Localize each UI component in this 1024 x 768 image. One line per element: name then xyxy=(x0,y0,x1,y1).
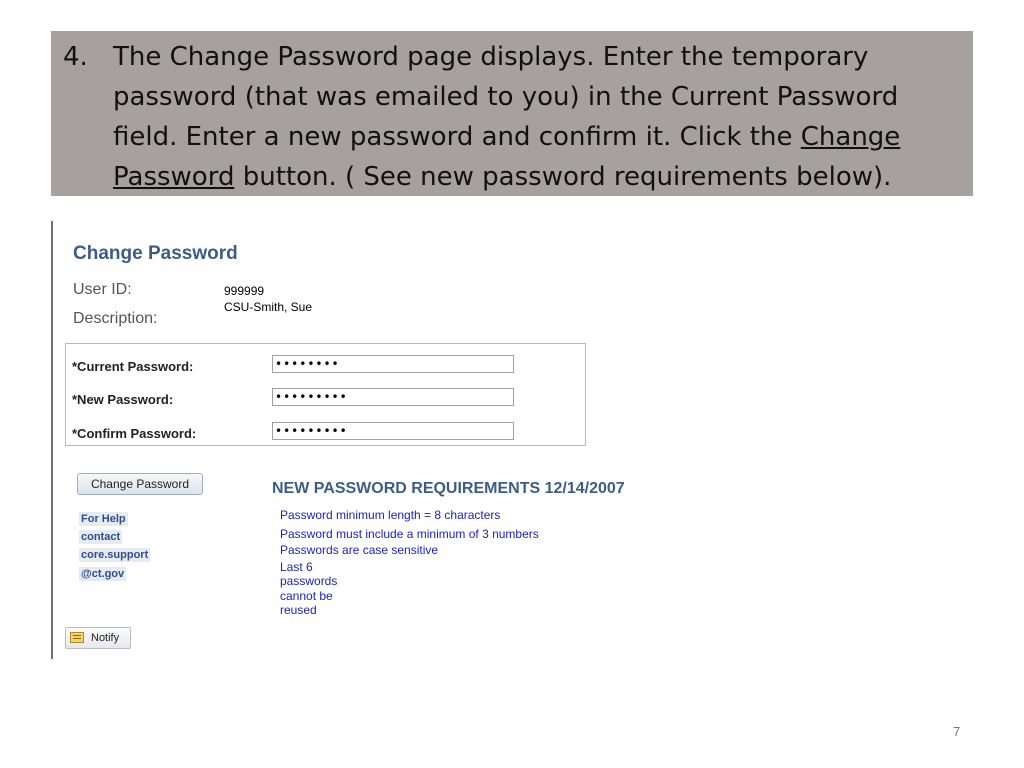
password-link-text: Password xyxy=(113,162,235,192)
confirm-password-input[interactable]: ••••••••• xyxy=(272,422,514,440)
notify-button[interactable] xyxy=(65,627,131,649)
change-link-text: Change xyxy=(800,122,901,152)
notify-envelope-icon xyxy=(70,632,84,643)
slide-page-number: 7 xyxy=(953,724,961,739)
requirement-item: reused xyxy=(280,603,317,617)
password-fields-box xyxy=(65,343,586,446)
current-password-label: *Current Password: xyxy=(72,359,194,374)
instruction-line-3 xyxy=(113,117,961,157)
description-value: CSU-Smith, Sue xyxy=(224,300,313,314)
new-password-label: *New Password: xyxy=(72,392,174,407)
help-text-line-1: For Help xyxy=(81,513,126,525)
help-text-line-4: @ct.gov xyxy=(81,568,125,580)
help-text-line-2: contact xyxy=(81,531,121,543)
step-number: 4. xyxy=(63,42,88,72)
instruction-line-4-text: button. ( See new password requirements below). xyxy=(234,162,892,192)
instruction-banner xyxy=(51,31,973,196)
confirm-password-label: *Confirm Password: xyxy=(72,426,197,441)
instruction-text xyxy=(113,37,961,197)
requirement-item: Password minimum length = 8 characters xyxy=(280,508,501,522)
instruction-line-2: password (that was emailed to you) in the Current Password xyxy=(113,82,899,112)
requirement-item: Password must include a minimum of 3 numbers xyxy=(280,527,539,541)
requirement-item: Passwords are case sensitive xyxy=(280,543,439,557)
instruction-line-1: The Change Password page displays. Enter the temporary xyxy=(113,42,869,72)
change-password-button[interactable]: Change Password xyxy=(77,473,203,495)
notify-label: Notify xyxy=(91,632,120,644)
requirement-item: passwords xyxy=(280,574,338,588)
requirements-title: NEW PASSWORD REQUIREMENTS 12/14/2007 xyxy=(272,480,625,497)
description-label: Description: xyxy=(73,310,158,327)
current-password-input[interactable]: •••••••• xyxy=(272,355,514,373)
change-password-screenshot xyxy=(51,221,653,659)
help-text-line-3: core.support xyxy=(81,549,149,561)
requirement-item: cannot be xyxy=(280,589,333,603)
requirement-item: Last 6 xyxy=(280,560,313,574)
page-title: Change Password xyxy=(73,243,238,264)
user-id-value: 999999 xyxy=(224,284,265,298)
instruction-line-3-text: field. Enter a new password and confirm it. Click the xyxy=(113,122,801,152)
new-password-input[interactable]: ••••••••• xyxy=(272,388,514,406)
instruction-line-4 xyxy=(113,157,961,197)
user-id-label: User ID: xyxy=(73,281,132,298)
